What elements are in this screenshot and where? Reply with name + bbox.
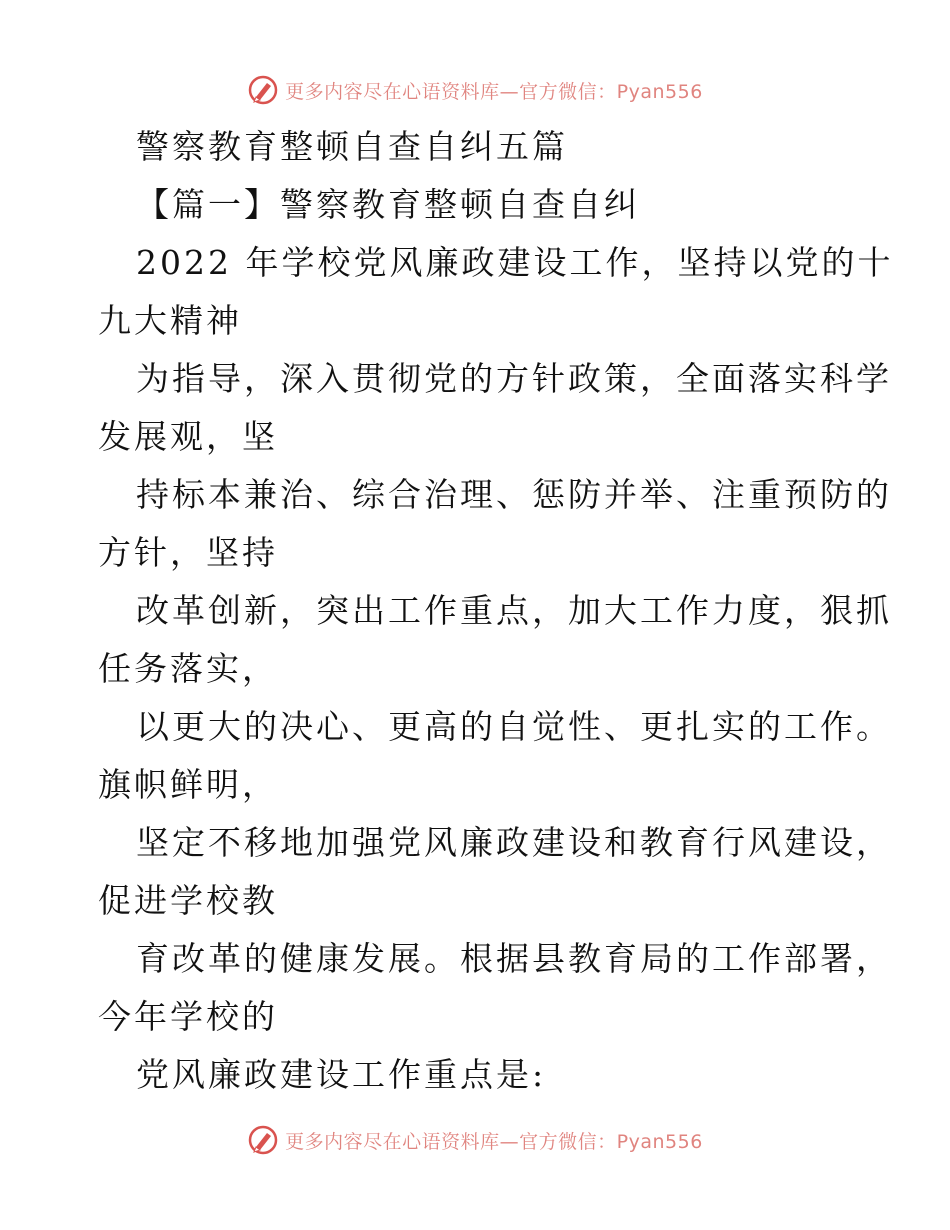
text-line: 方针，坚持 [98,533,278,572]
text-line: 坚定不移地加强党风廉政建设和教育行风建设， [136,823,892,862]
text-line: 今年学校的 [98,997,278,1036]
section-heading: 【篇一】警察教育整顿自查自纠 [136,185,640,224]
pen-logo-icon [247,74,279,106]
pen-logo-icon [247,1124,279,1156]
footer-watermark-banner [0,1122,950,1158]
text-line: 旗帜鲜明， [98,765,278,804]
document-body [98,118,894,1104]
text-line: 促进学校教 [98,881,278,920]
text-line: 育改革的健康发展。根据县教育局的工作部署， [136,939,892,978]
text-line: 党风廉政建设工作重点是: [136,1055,547,1094]
text-line: 为指导，深入贯彻党的方针政策，全面落实科学 [136,359,892,398]
text-line: 2022 年学校党风廉政建设工作，坚持以党的十 [136,243,894,282]
header-watermark-banner [0,72,950,108]
text-line: 以更大的决心、更高的自觉性、更扎实的工作。 [136,707,892,746]
text-line: 改革创新，突出工作重点，加大工作力度，狠抓 [136,591,892,630]
text-line: 发展观，坚 [98,417,278,456]
footer-watermark-text: 更多内容尽在心语资料库—官方微信：Pyan556 [285,1130,703,1153]
text-line: 持标本兼治、综合治理、惩防并举、注重预防的 [136,475,892,514]
text-line: 九大精神 [98,301,242,340]
document-title: 警察教育整顿自查自纠五篇 [136,127,568,166]
text-line: 任务落实， [98,649,278,688]
header-watermark-text: 更多内容尽在心语资料库—官方微信：Pyan556 [285,80,703,103]
